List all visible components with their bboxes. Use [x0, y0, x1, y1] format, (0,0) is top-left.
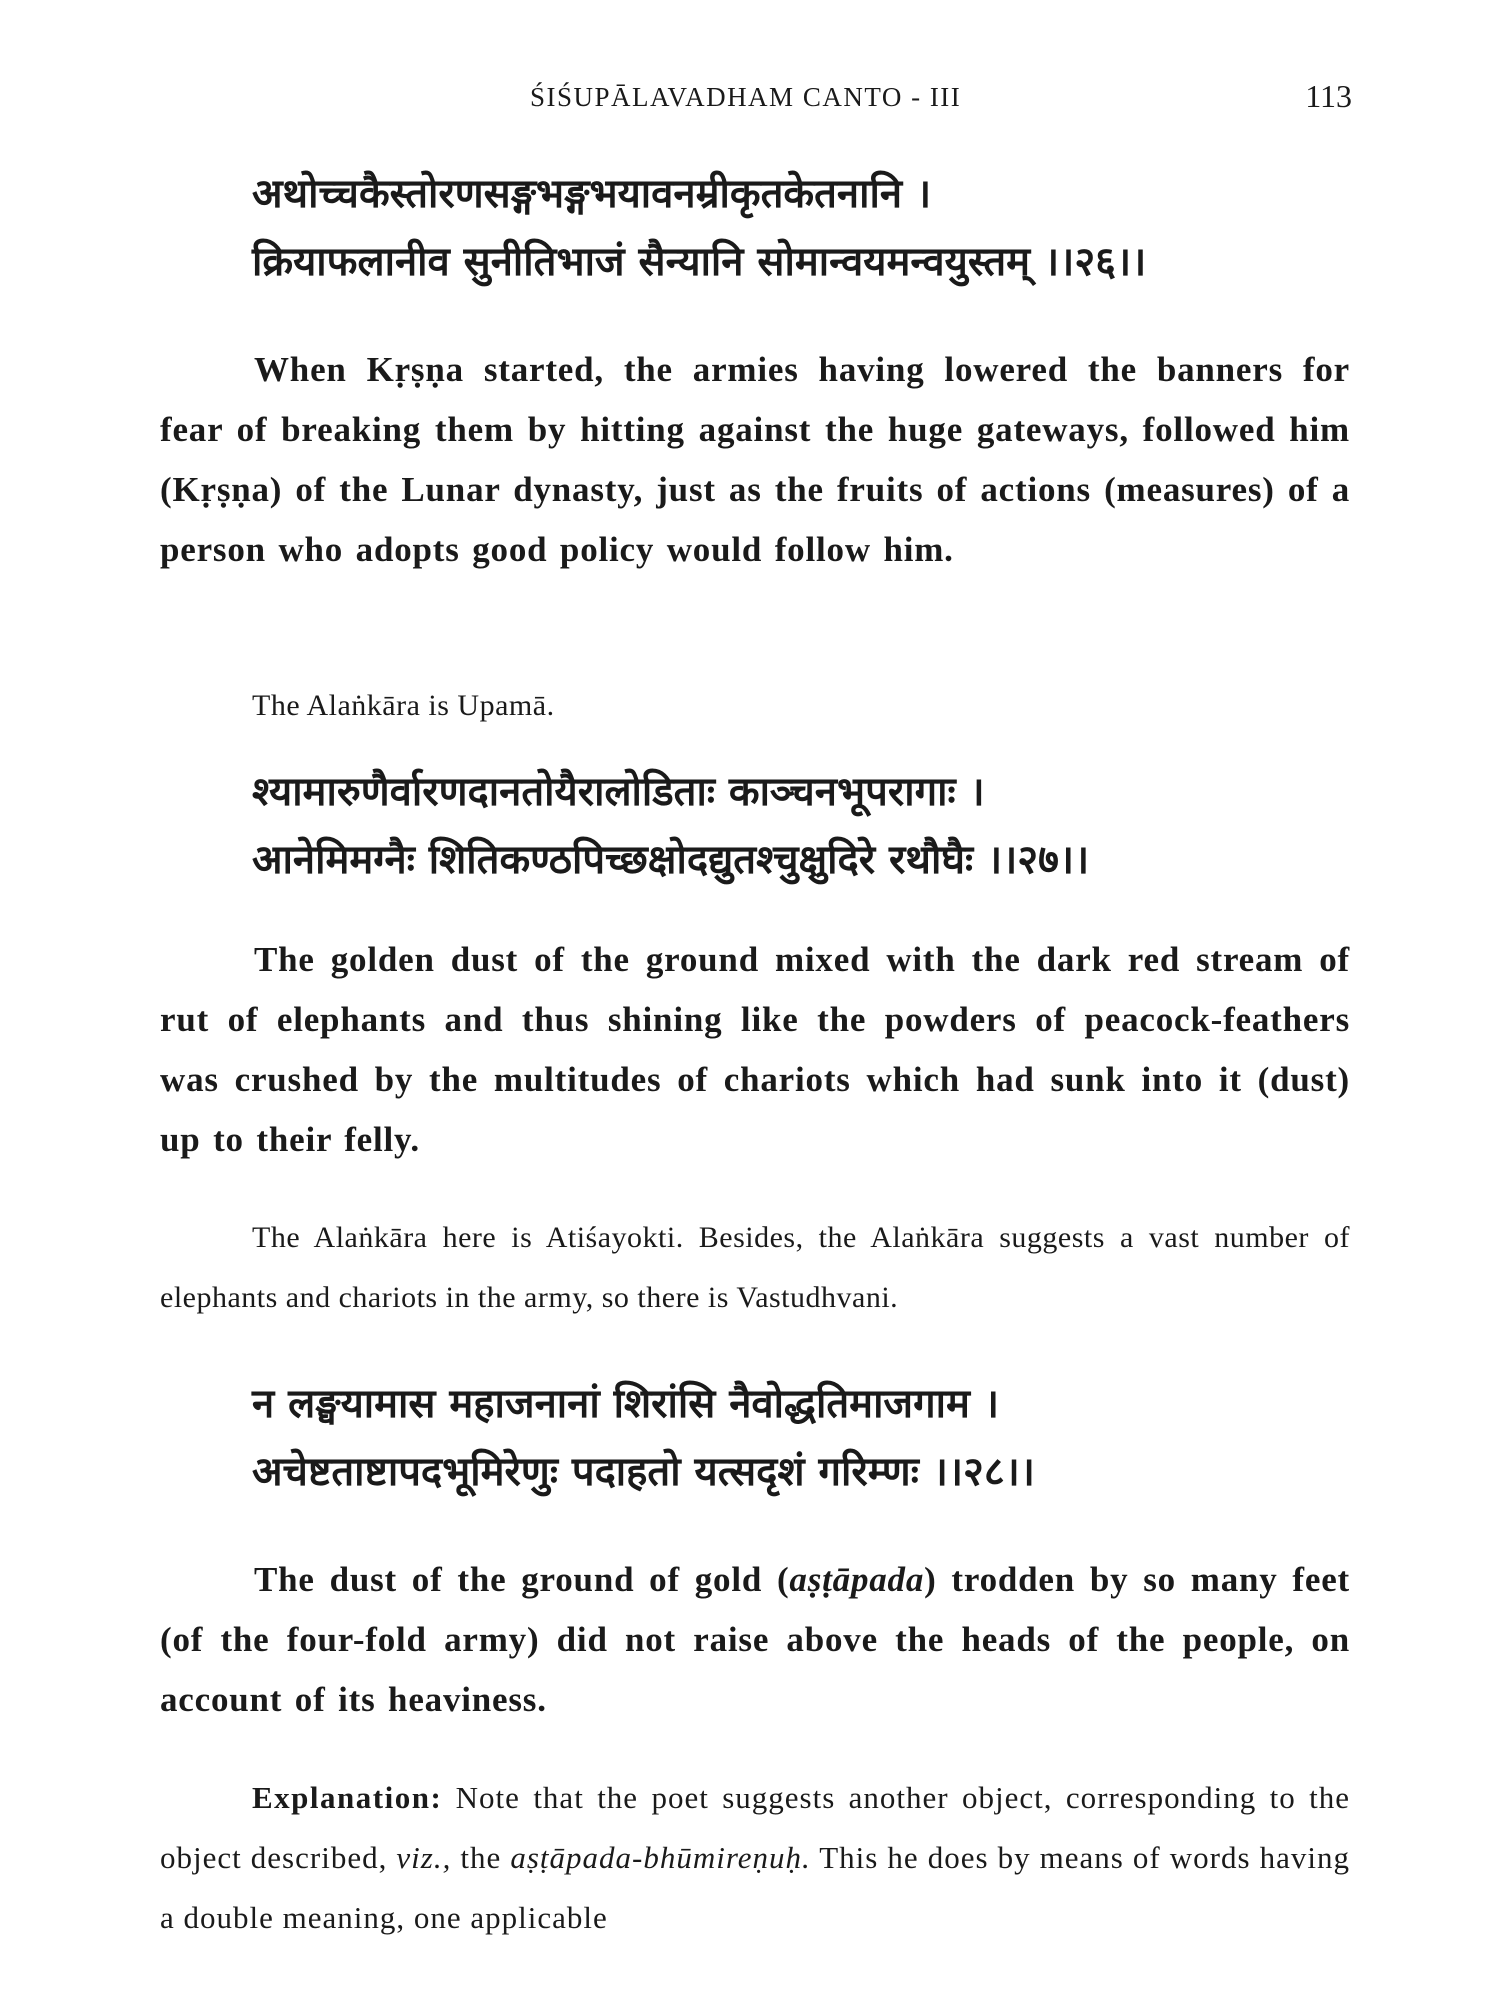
explanation-text: the [451, 1840, 511, 1875]
page-number: 113 [1305, 78, 1352, 114]
translation-text: The dust of the ground of gold ( [254, 1560, 790, 1599]
translation-26: When Kṛṣṇa started, the armies having lowered the banners for fear of breaking them by hitting against the huge gateways, followed him (Kṛṣṇa) of the Lunar dynasty, just as the fruits of actions (measures) of a person who adopts good policy would follow him. [160, 350, 1350, 569]
verse-26 [252, 160, 1412, 296]
verse-line: अथोच्चकैस्तोरणसङ्गभङ्गभयावनम्रीकृतकेतनानि । [252, 171, 932, 217]
translation-28 [160, 1550, 1350, 1730]
note-27: The Alaṅkāra here is Atiśayokti. Besides, the Alaṅkāra suggests a vast number of elephants and chariots in the army, so there is Vastudhvani. [160, 1221, 1350, 1314]
sanskrit-term: aṣṭāpada [789, 1560, 925, 1599]
explanation [160, 1768, 1350, 1948]
verse-line: श्यामारुणैर्वारणदानतोयैरालोडिताः काञ्चनभूपरागाः । [252, 769, 985, 815]
explanation-text: This he does by means of words having a double meaning, one applicable [160, 1840, 1350, 1935]
translation-27: The golden dust of the ground mixed with the dark red stream of rut of elephants and thus shining like the powders of peacock-feathers was crushed by the multitudes of chariots which had sunk into it (dust) up to their felly. [160, 940, 1350, 1159]
verse-line: अचेष्टताष्टापदभूमिरेणुः पदाहतो यत्सदृशं गरिम्णः ।।२८।। [252, 1449, 1035, 1495]
verse-28 [252, 1370, 1412, 1506]
verse-line: न लङ्घयामास महाजनानां शिरांसि नैवोद्धतिमाजगाम । [252, 1381, 999, 1427]
verse-27 [252, 758, 1412, 894]
running-head [0, 78, 1500, 122]
running-title: ŚIŚUPĀLAVADHAM CANTO - III [530, 82, 962, 112]
explanation-text: Note that the poet suggests another object, corresponding to the object described, [160, 1780, 1350, 1875]
sanskrit-term: aṣṭāpada-bhūmireṇuḥ. [510, 1840, 811, 1875]
verse-line: क्रियाफलानीव सुनीतिभाजं सैन्यानि सोमान्वयमन्वयुस्तम् ।।२६।। [252, 239, 1147, 285]
explanation-label: Explanation: [252, 1780, 443, 1815]
translation-text: ) trodden by so many feet (of the four-fold army) did not raise above the heads of the people, on account of its heaviness. [160, 1560, 1350, 1719]
note-26: The Alaṅkāra is Upamā. [252, 689, 555, 722]
verse-line: आनेमिमग्नैः शितिकण्ठपिच्छक्षोदद्युतश्चुक्षुदिरे रथौघैः ।।२७।। [252, 837, 1090, 883]
viz-abbrev: viz., [396, 1840, 452, 1875]
